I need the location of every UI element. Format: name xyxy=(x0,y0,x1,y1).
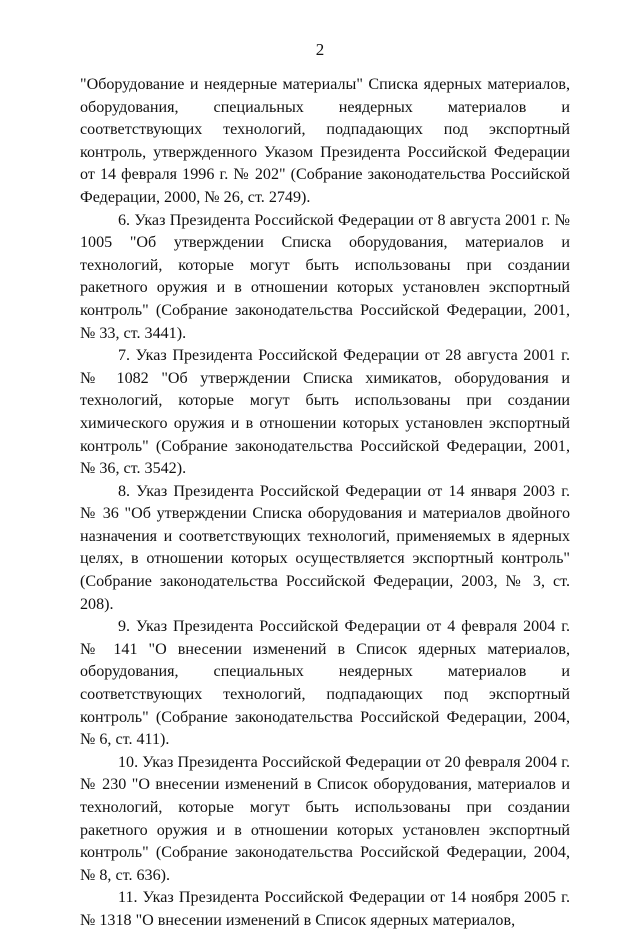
page-number: 2 xyxy=(315,40,325,59)
paragraph-item-9: 9. Указ Президента Российской Федерации от 4 февраля 2004 г. № 141 "О внесении изменений в Список ядерных материалов, оборудования, специальных неядерных материалов и соответствующих технологий, подпадающих под экспортный контроль" (Собрание законодательства Российской Федерации, 2004, № 6, ст. 411). xyxy=(80,618,570,749)
paragraph-item-7: 7. Указ Президента Российской Федерации от 28 августа 2001 г. № 1082 "Об утверждении Списка химикатов, оборудования и технологий, которые могут быть использованы при создании химического оружия и в отношении которых установлен экспортный контроль" (Собрание законодательства Российской Федерации, 2001, № 36, ст. 3542). xyxy=(80,347,570,478)
paragraph-item-8: 8. Указ Президента Российской Федерации от 14 января 2003 г. № 36 "Об утверждении Списка оборудования и материалов двойного назначения и соответствующих технологий, применяемых в ядерных целях, в отношении которых осуществляется экспортный контроль" (Собрание законодательства Российской Федерации, 2003, № 3, ст. 208). xyxy=(80,482,570,613)
paragraph-continuation: "Оборудование и неядерные материалы" Списка ядерных материалов, оборудования, специальных неядерных материалов и соответствующих технологий, подпадающих под экспортный контроль, утвержденного Указом Президента Российской Федерации от 14 февраля 1996 г. № 202" (Собрание законодательства Российской Федерации, 2000, № 26, ст. 2749). xyxy=(80,76,570,206)
document-body xyxy=(80,74,570,933)
paragraph-item-10: 10. Указ Президента Российской Федерации от 20 февраля 2004 г. № 230 "О внесении изменений в Список оборудования, материалов и технологий, которые могут быть использованы при создании ракетного оружия и в отношении которых установлен экспортный контроль" (Собрание законодательства Российской Федерации, 2004, № 8, ст. 636). xyxy=(80,753,570,884)
paragraph-item-11: 11. Указ Президента Российской Федерации от 14 ноября 2005 г. № 1318 "О внесении изменений в Список ядерных материалов, xyxy=(80,889,570,929)
paragraph-item-6: 6. Указ Президента Российской Федерации от 8 августа 2001 г. № 1005 "Об утверждении Списка оборудования, материалов и технологий, которые могут быть использованы при создании ракетного оружия и в отношении которых установлен экспортный контроль" (Собрание законодательства Российской Федерации, 2001, № 33, ст. 3441). xyxy=(80,211,570,342)
